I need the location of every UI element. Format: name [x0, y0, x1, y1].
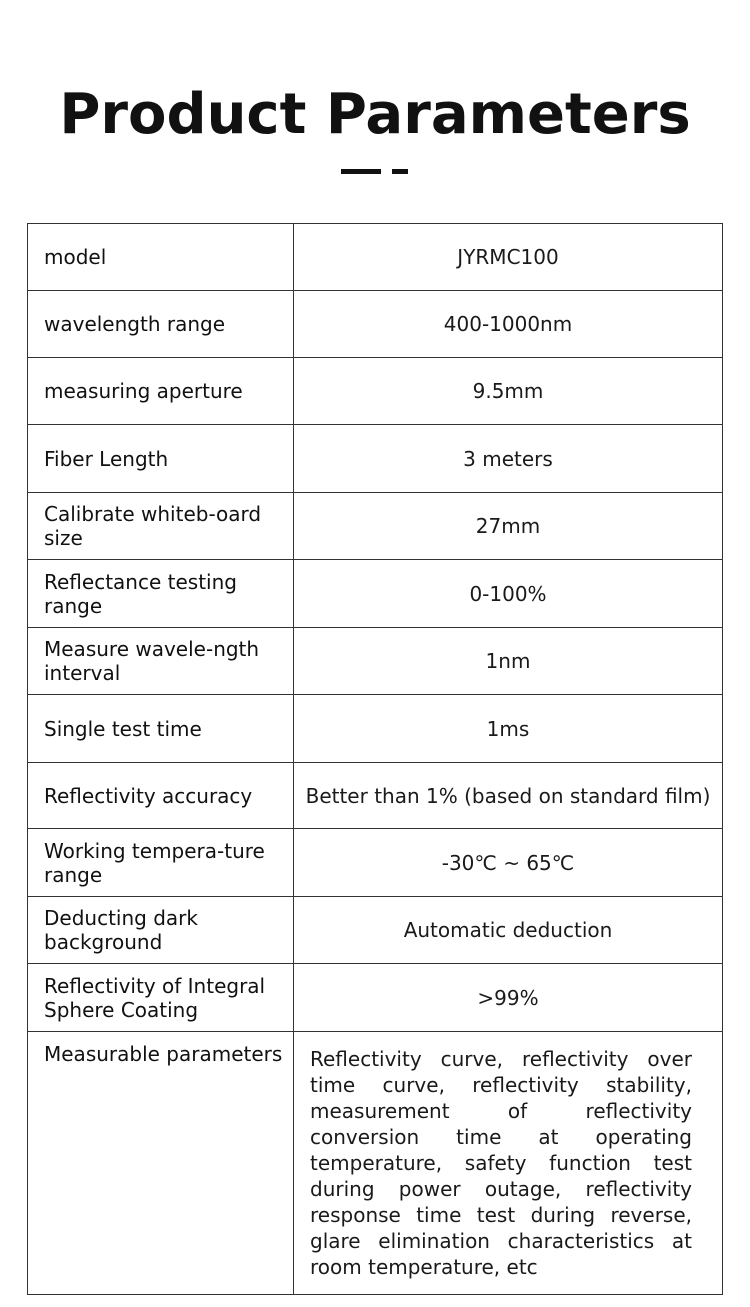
table-row [28, 291, 723, 358]
table-row [28, 628, 723, 695]
param-value: Better than 1% (based on standard film) [294, 763, 723, 829]
table-row [28, 897, 723, 964]
param-label: Measure wavele-ngth interval [28, 628, 294, 695]
param-value: 1nm [294, 628, 723, 695]
param-label: Deducting dark background [28, 897, 294, 964]
param-value: -30℃ ~ 65℃ [294, 829, 723, 897]
param-value: Reflectivity curve, reflectivity over time curve, reflectivity stability, measurement of reflectivity conversion time at operating temperature, safety function test during power outage, reflectivity response time test during reverse, glare elimination characteristics at room temperature, etc [294, 1032, 723, 1295]
table-row [28, 964, 723, 1032]
param-value: 0-100% [294, 560, 723, 628]
param-value: >99% [294, 964, 723, 1032]
table-row [28, 493, 723, 560]
table-row [28, 829, 723, 897]
table-row [28, 358, 723, 425]
param-value: 3 meters [294, 425, 723, 493]
table-row [28, 224, 723, 291]
param-label: wavelength range [28, 291, 294, 358]
param-label: measuring aperture [28, 358, 294, 425]
param-label: Measurable parameters [28, 1032, 294, 1295]
title-underline-short [392, 169, 408, 174]
table-row [28, 425, 723, 493]
param-label: Reflectivity accuracy [28, 763, 294, 829]
table-row [28, 560, 723, 628]
param-label: Reflectivity of Integral Sphere Coating [28, 964, 294, 1032]
param-label: Working tempera-ture range [28, 829, 294, 897]
param-label: Reflectance testing range [28, 560, 294, 628]
param-label: Single test time [28, 695, 294, 763]
parameters-table [27, 223, 723, 1295]
page-title: Product Parameters [59, 82, 691, 147]
param-value: 9.5mm [294, 358, 723, 425]
param-value: 400-1000nm [294, 291, 723, 358]
param-value: 27mm [294, 493, 723, 560]
param-value: 1ms [294, 695, 723, 763]
table-row [28, 695, 723, 763]
table-row [28, 763, 723, 829]
param-label: model [28, 224, 294, 291]
param-value: JYRMC100 [294, 224, 723, 291]
param-label: Fiber Length [28, 425, 294, 493]
param-value: Automatic deduction [294, 897, 723, 964]
title-underline-long [341, 169, 381, 174]
table-row [28, 1032, 723, 1295]
param-label: Calibrate whiteb-oard size [28, 493, 294, 560]
